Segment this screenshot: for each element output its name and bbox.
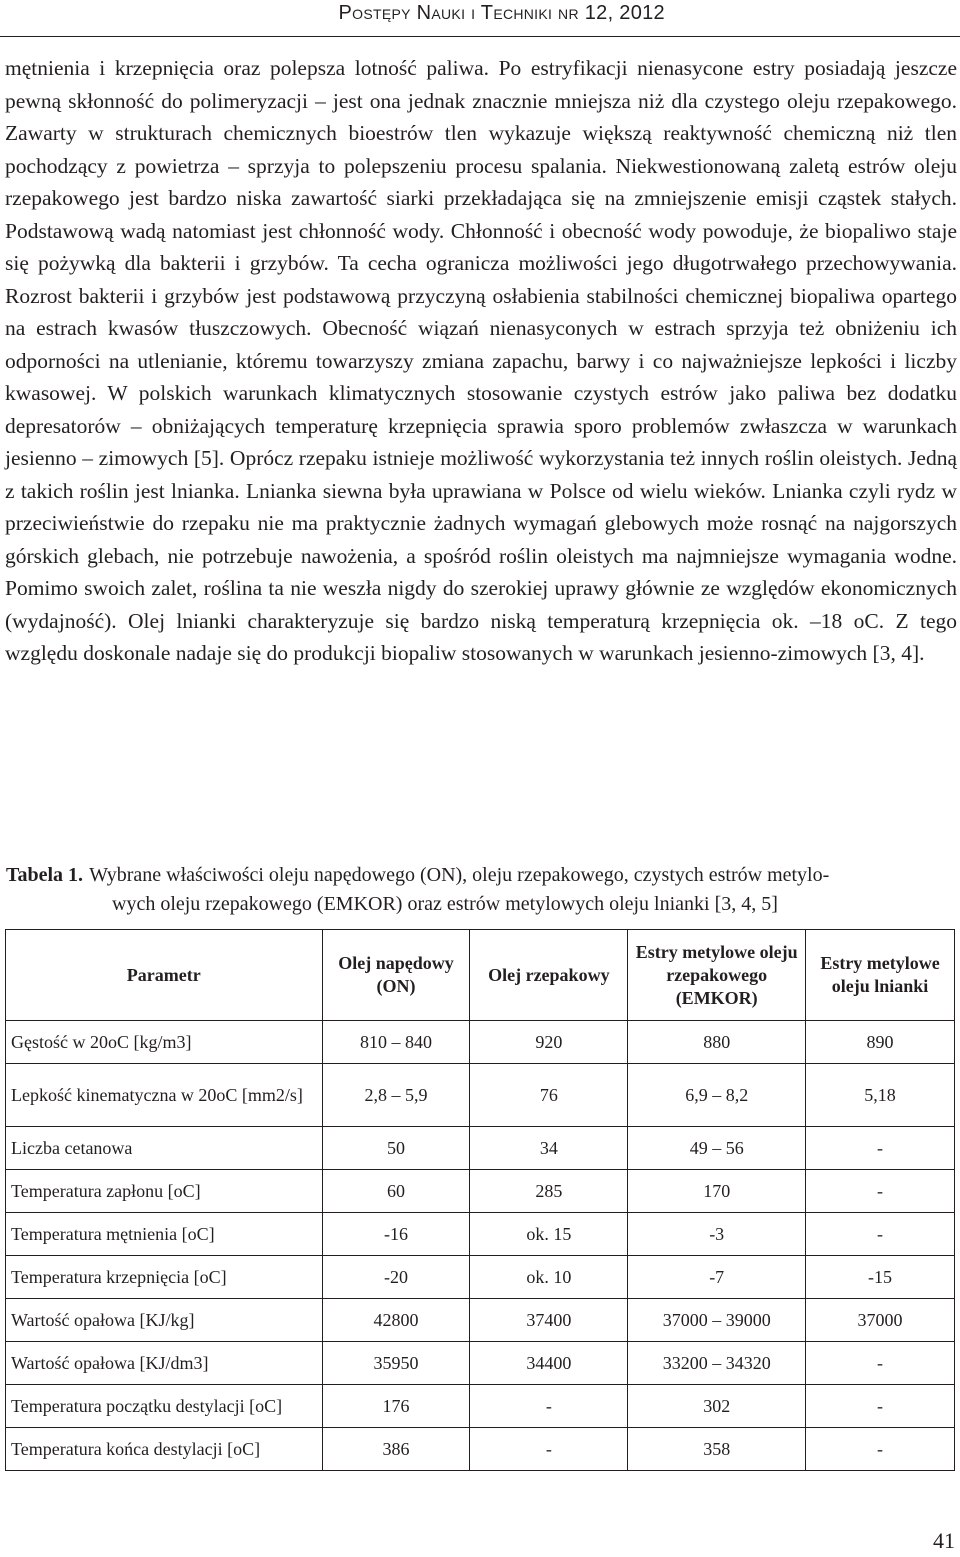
cell-on: 176	[322, 1385, 470, 1428]
cell-on: -16	[322, 1213, 470, 1256]
table-row	[6, 1385, 955, 1428]
table-caption-text-line2: wych oleju rzepakowego (EMKOR) oraz estrów metylowych oleju lnianki [3, 4, 5]	[112, 893, 778, 915]
cell-rzepakowy: 34	[470, 1127, 628, 1170]
journal-header: Postępy Nauki i Techniki nr 12, 2012	[338, 2, 665, 24]
table-caption	[6, 861, 956, 919]
cell-lnianka: -	[806, 1385, 955, 1428]
row-param: Liczba cetanowa	[6, 1127, 323, 1170]
cell-emkor: 880	[628, 1021, 806, 1064]
cell-emkor: 6,9 – 8,2	[628, 1064, 806, 1127]
cell-rzepakowy: 285	[470, 1170, 628, 1213]
cell-on: 42800	[322, 1299, 470, 1342]
header-parametr: Parametr	[6, 930, 323, 1021]
cell-emkor: 170	[628, 1170, 806, 1213]
header-divider	[0, 36, 960, 37]
cell-lnianka: 5,18	[806, 1064, 955, 1127]
cell-rzepakowy: 76	[470, 1064, 628, 1127]
cell-on: 810 – 840	[322, 1021, 470, 1064]
table-row	[6, 1299, 955, 1342]
table-row	[6, 1170, 955, 1213]
row-param: Lepkość kinematyczna w 20oC [mm2/s]	[6, 1064, 323, 1127]
row-param: Temperatura mętnienia [oC]	[6, 1213, 323, 1256]
cell-emkor: 358	[628, 1428, 806, 1471]
table-header-row	[6, 930, 955, 1021]
table-row	[6, 1428, 955, 1471]
cell-rzepakowy: 34400	[470, 1342, 628, 1385]
cell-lnianka: -	[806, 1342, 955, 1385]
cell-rzepakowy: -	[470, 1385, 628, 1428]
cell-lnianka: -	[806, 1127, 955, 1170]
row-param: Gęstość w 20oC [kg/m3]	[6, 1021, 323, 1064]
cell-lnianka: -	[806, 1213, 955, 1256]
cell-on: 2,8 – 5,9	[322, 1064, 470, 1127]
body-paragraph: mętnienia i krzepnięcia oraz polepsza lotność paliwa. Po estryfikacji nienasycone estry posiadają jeszcze pewną skłonność do polimeryzacji – jest ona jednak znacznie mniejsza niż dla czystego oleju rzepakowego. Zawarty w strukturach chemicznych bioestrów tlen wykazuje większą reaktywność chemiczną niż tlen pochodzący z powietrza – sprzyja to polepszeniu procesu spalania. Niekwestionowaną zaletą estrów oleju rzepakowego jest bardzo niska zawartość siarki przekładająca się na zmniejszenie emisji cząstek stałych. Podstawową wadą natomiast jest chłonność wody. Chłonność i obecność wody powoduje, że biopaliwo staje się pożywką dla bakterii i grzybów. Ta cecha ogranicza możliwości jego długotrwałego przechowywania. Rozrost bakterii i grzybów jest podstawową przyczyną osłabienia stabilności chemicznej biopaliwa opartego na estrach kwasów tłuszczowych. Obecność wiązań nienasyconych w estrach sprzyja też obniżeniu ich odporności na utlenianie, któremu towarzyszy zmiana zapachu, barwy i co najważniejsze lepkości i liczby kwasowej. W polskich warunkach klimatycznych stosowanie czystych estrów jako paliwa bez dodatku depresatorów – obniżających temperaturę krzepnięcia sprawia sporo problemów zwłaszcza w warunkach jesienno – zimowych [5]. Oprócz rzepaku istnieje możliwość wykorzystania też innych roślin oleistych. Jedną z takich roślin jest lnianka. Lnianka siewna była uprawiana w Polsce od wielu wieków. Lnianka czyli rydz w przeciwieństwie do rzepaku nie ma praktycznie żadnych wymagań glebowych może rosnąć na najgorszych górskich glebach, nie potrzebuje nawożenia, a spośród roślin oleistych ma najmniejsze wymagania wodne. Pomimo swoich zalet, roślina ta nie weszła nigdy do szerokiej uprawy głównie ze względów ekonomicznych (wydajność). Olej lnianki charakteryzuje się bardzo niską temperaturą krzepnięcia ok. –18 oC. Z tego względu doskonale nadaje się do produkcji biopaliw stosowanych w warunkach jesienno-zimowych [3, 4].	[5, 56, 957, 665]
table-row	[6, 1127, 955, 1170]
row-param: Temperatura zapłonu [oC]	[6, 1170, 323, 1213]
header-estry-lnianki: Estry metylowe oleju lnianki	[806, 930, 955, 1021]
cell-on: 50	[322, 1127, 470, 1170]
cell-emkor: 33200 – 34320	[628, 1342, 806, 1385]
cell-rzepakowy: 920	[470, 1021, 628, 1064]
table-row	[6, 1256, 955, 1299]
cell-rzepakowy: 37400	[470, 1299, 628, 1342]
properties-table	[5, 929, 955, 1471]
table-caption-text-line1: Wybrane właściwości oleju napędowego (ON), oleju rzepakowego, czystych estrów metylo-	[89, 864, 830, 886]
cell-lnianka: -	[806, 1170, 955, 1213]
row-param: Wartość opałowa [KJ/dm3]	[6, 1342, 323, 1385]
cell-rzepakowy: -	[470, 1428, 628, 1471]
cell-lnianka: 890	[806, 1021, 955, 1064]
row-param: Wartość opałowa [KJ/kg]	[6, 1299, 323, 1342]
page-number: 41	[933, 1528, 955, 1553]
cell-lnianka: 37000	[806, 1299, 955, 1342]
cell-lnianka: -15	[806, 1256, 955, 1299]
cell-on: -20	[322, 1256, 470, 1299]
header-emkor: Estry metylowe oleju rzepakowego (EMKOR)	[628, 930, 806, 1021]
cell-on: 60	[322, 1170, 470, 1213]
table-row	[6, 1064, 955, 1127]
cell-emkor: 302	[628, 1385, 806, 1428]
table-row	[6, 1021, 955, 1064]
cell-emkor: 49 – 56	[628, 1127, 806, 1170]
cell-rzepakowy: ok. 10	[470, 1256, 628, 1299]
cell-emkor: 37000 – 39000	[628, 1299, 806, 1342]
cell-rzepakowy: ok. 15	[470, 1213, 628, 1256]
table-row	[6, 1342, 955, 1385]
cell-lnianka: -	[806, 1428, 955, 1471]
cell-on: 386	[322, 1428, 470, 1471]
cell-on: 35950	[322, 1342, 470, 1385]
header-olej-napedowy: Olej napędowy (ON)	[322, 930, 470, 1021]
row-param: Temperatura krzepnięcia [oC]	[6, 1256, 323, 1299]
row-param: Temperatura początku destylacji [oC]	[6, 1385, 323, 1428]
cell-emkor: -3	[628, 1213, 806, 1256]
header-olej-rzepakowy: Olej rzepakowy	[470, 930, 628, 1021]
table-row	[6, 1213, 955, 1256]
table-caption-label: Tabela 1.	[6, 864, 84, 886]
cell-emkor: -7	[628, 1256, 806, 1299]
row-param: Temperatura końca destylacji [oC]	[6, 1428, 323, 1471]
